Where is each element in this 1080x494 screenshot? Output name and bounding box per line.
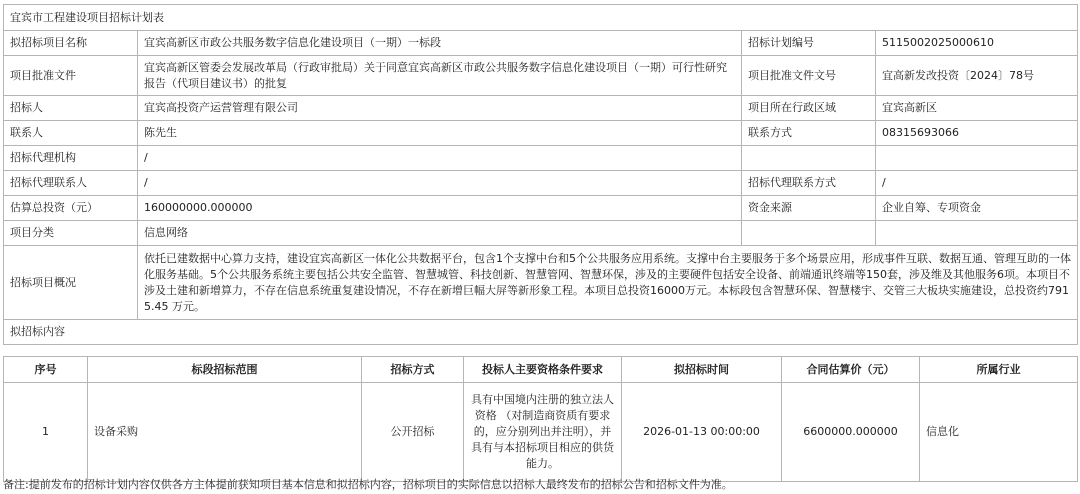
empty-cell <box>876 146 1078 171</box>
category-value: 信息网络 <box>138 221 742 246</box>
fund-source-label: 资金来源 <box>742 196 876 221</box>
contact-label: 联系人 <box>4 121 138 146</box>
overview-value: 依托已建数据中心算力支持，建设宜宾高新区一体化公共数据平台，包含1个支撑中台和5个公共服务应用系统。支撑中台主要服务于多个场景应用，形成事件互联、数据互通、管理互助的一体化服务基础。5个公共服务系统主要包括公共安全监管、智慧城管、科技创新、智慧管网、智慧环保，涉及的主要硬件包括安全设备、前端通讯终端等150套，涉及维及其他服务6项。本项目不涉及土建和新增算力，不存在信息系统重复建设情况，不存在新增巨幅大屏等新形象工程。本项目总投资16000万元。本标段包含智慧环保、智慧楼宇、交管三大板块实施建设，总投资约7915.45 万元。 <box>138 246 1078 320</box>
agency-label: 招标代理机构 <box>4 146 138 171</box>
row-industry: 信息化 <box>920 383 1078 482</box>
row-time: 2026-01-13 00:00:00 <box>622 383 782 482</box>
agency-contact-value: / <box>138 171 742 196</box>
row-price: 6600000.000000 <box>782 383 920 482</box>
overview-label: 招标项目概况 <box>4 246 138 320</box>
approval-doc-value: 宜宾高新区管委会发展改革局（行政审批局）关于同意宜宾高新区市政公共服务数字信息化建设项目（一期）可行性研究报告（代项目建议书）的批复 <box>138 56 742 96</box>
fund-source-value: 企业自筹、专项资金 <box>876 196 1078 221</box>
agency-phone-label: 招标代理联系方式 <box>742 171 876 196</box>
approval-doc-label: 项目批准文件 <box>4 56 138 96</box>
phone-label: 联系方式 <box>742 121 876 146</box>
agency-phone-value: / <box>876 171 1078 196</box>
phone-value: 08315693066 <box>876 121 1078 146</box>
header-industry: 所属行业 <box>920 357 1078 383</box>
plan-no-label: 招标计划编号 <box>742 31 876 56</box>
header-time: 拟招标时间 <box>622 357 782 383</box>
project-name-label: 拟招标项目名称 <box>4 31 138 56</box>
tenderer-value: 宜宾高投资产运营管理有限公司 <box>138 96 742 121</box>
region-value: 宜宾高新区 <box>876 96 1078 121</box>
empty-cell <box>742 221 876 246</box>
approval-no-label: 项目批准文件文号 <box>742 56 876 96</box>
category-label: 项目分类 <box>4 221 138 246</box>
investment-value: 160000000.000000 <box>138 196 742 221</box>
bid-content-table <box>3 356 1078 482</box>
empty-cell <box>742 146 876 171</box>
row-qualification: 具有中国境内注册的独立法人资格 （对制造商资质有要求的，应分别列出并注明），并具有与本招标项目相应的供货能力。 <box>464 383 622 482</box>
contact-value: 陈先生 <box>138 121 742 146</box>
header-seq: 序号 <box>4 357 88 383</box>
header-qualification: 投标人主要资格条件要求 <box>464 357 622 383</box>
row-scope: 设备采购 <box>88 383 362 482</box>
table-row <box>4 383 1078 482</box>
project-name-value: 宜宾高新区市政公共服务数字信息化建设项目（一期）一标段 <box>138 31 742 56</box>
row-seq: 1 <box>4 383 88 482</box>
tenderer-label: 招标人 <box>4 96 138 121</box>
header-price: 合同估算价（元） <box>782 357 920 383</box>
agency-value: / <box>138 146 742 171</box>
content-section-label: 拟招标内容 <box>4 320 1078 345</box>
header-scope: 标段招标范围 <box>88 357 362 383</box>
plan-no-value: 5115002025000610 <box>876 31 1078 56</box>
region-label: 项目所在行政区域 <box>742 96 876 121</box>
investment-label: 估算总投资（元） <box>4 196 138 221</box>
page-title: 宜宾市工程建设项目招标计划表 <box>4 5 1078 31</box>
empty-cell <box>876 221 1078 246</box>
footnote: 备注:提前发布的招标计划内容仅供各方主体提前获知项目基本信息和拟招标内容，招标项目的实际信息以招标人最终发布的招标公告和招标文件为准。 <box>3 478 733 491</box>
approval-no-value: 宜高新发改投资〔2024〕78号 <box>876 56 1078 96</box>
agency-contact-label: 招标代理联系人 <box>4 171 138 196</box>
row-method: 公开招标 <box>362 383 464 482</box>
header-method: 招标方式 <box>362 357 464 383</box>
plan-info-table <box>3 4 1078 345</box>
